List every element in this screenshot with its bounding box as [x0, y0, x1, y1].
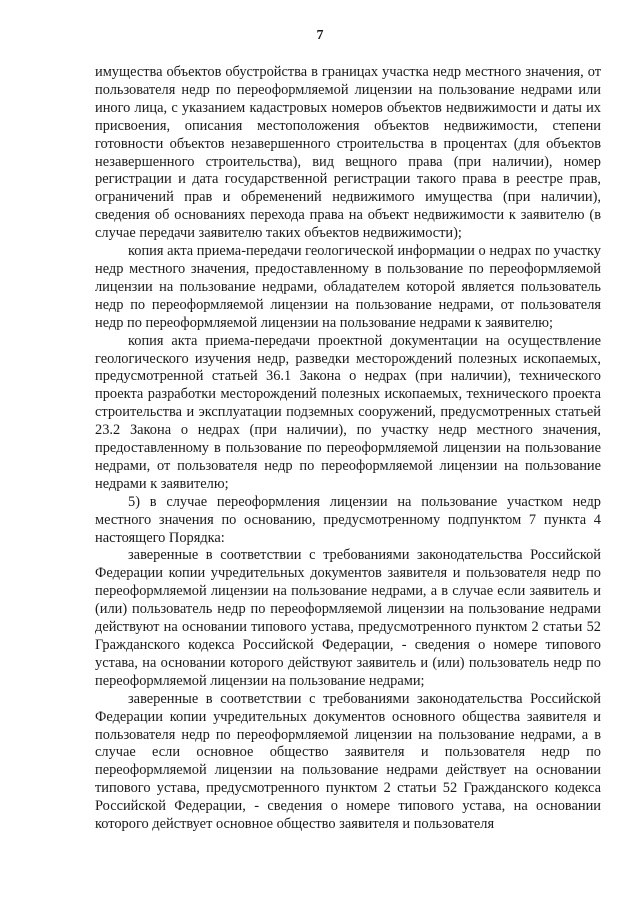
- paragraph-project-docs-act: копия акта приема-передачи проектной документации на осуществление геологического изучения недр, разведки месторождений полезных ископаемых, предусмотренной статьей 36.1 Закона о недрах (при наличии), технического проекта разработки месторождений полезных ископаемых, технического проекта строительства и эксплуатации подземных сооружений, предусмотренных статьей 23.2 Закона о недрах (при наличии), по участку недр местного значения, предоставленному в пользование по переоформляемой лицензии на пользование недрами, от пользователя недр по переоформляемой лицензии на пользование недрами к заявителю;: [95, 332, 601, 492]
- paragraph-geological-info-act: копия акта приема-передачи геологической информации о недрах по участку недр местного значения, предоставленному в пользование по переоформляемой лицензии на пользование недрами, обладателем которой является пользователь недр по переоформляемой лицензии на пользование недрами, от пользователя недр по переоформляемой лицензии на пользование недрами к заявителю;: [95, 243, 601, 331]
- page-number: 7: [316, 28, 324, 43]
- paragraph-parent-company-docs: заверенные в соответствии с требованиями законодательства Российской Федерации копии учредительных документов основного общества заявителя и пользователя недр по переоформляемой лицензии на пользование недрами, а в случае если основное общество заявителя и пользователя недр по переоформляемой лицензии на пользование недрами действует на основании типового устава, предусмотренного пунктом 2 статьи 52 Гражданского кодекса Российской Федерации, - сведения о номере типового устава, на основании которого действует основное общество заявителя и пользователя: [95, 690, 601, 833]
- document-body: [95, 64, 601, 834]
- paragraph-founding-docs: заверенные в соответствии с требованиями законодательства Российской Федерации копии учредительных документов заявителя и пользователя недр по переоформляемой лицензии на пользование недрами, а в случае если заявитель и (или) пользователь недр по переоформляемой лицензии на пользование недрами действуют на основании типового устава, предусмотренного пунктом 2 статьи 52 Гражданского кодекса Российской Федерации, - сведения о номере типового устава, на основании которого действуют заявитель и (или) пользователь недр по переоформляемой лицензии на пользование недрами;: [95, 547, 601, 689]
- paragraph-continuation: имущества объектов обустройства в границах участка недр местного значения, от пользователя недр по переоформляемой лицензии на пользование недрами или иного лица, с указанием кадастровых номеров объектов недвижимости и даты их присвоения, описания местоположения объектов недвижимости, степени готовности объектов незавершенного строительства в процентах (для объектов незавершенного строительства), вид вещного права (при наличии), номер регистрации и дата государственной регистрации такого права в реестре прав, ограничений прав и обременений недвижимого имущества (при наличии), сведения об основаниях перехода права на объект недвижимости к заявителю (в случае передачи заявителю таких объектов недвижимости);: [95, 64, 601, 242]
- paragraph-item-5: 5) в случае переоформления лицензии на пользование участком недр местного значения по основанию, предусмотренному подпунктом 7 пункта 4 настоящего Порядка:: [95, 493, 601, 546]
